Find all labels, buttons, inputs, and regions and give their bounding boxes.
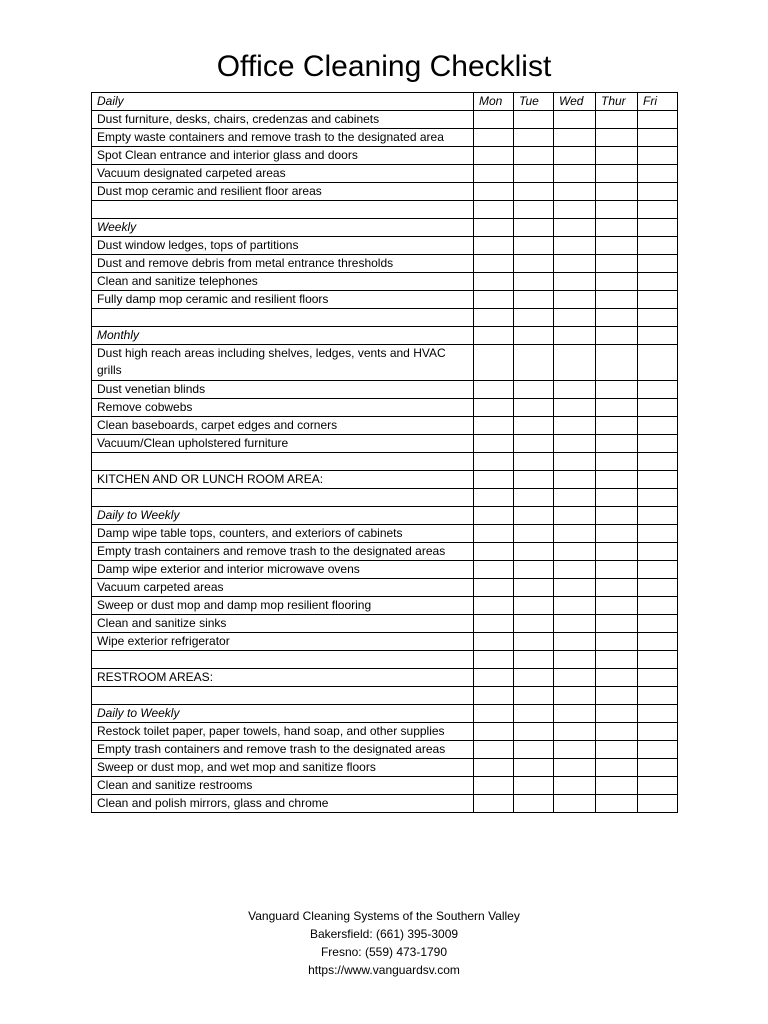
checkbox-cell-wed[interactable] [554, 741, 596, 759]
checkbox-cell-tue[interactable] [514, 147, 554, 165]
checkbox-cell-fri[interactable] [638, 273, 678, 291]
section-header-row [92, 93, 678, 111]
day-header-wed: Wed [554, 93, 596, 111]
blank-cell [92, 687, 474, 705]
checkbox-cell-mon[interactable] [474, 399, 514, 417]
checkbox-cell-fri [638, 453, 678, 471]
task-row [92, 237, 678, 255]
checkbox-cell-fri[interactable] [638, 615, 678, 633]
task-row [92, 273, 678, 291]
blank-cell [92, 453, 474, 471]
section-header-row [92, 219, 678, 237]
checkbox-cell-fri[interactable] [638, 579, 678, 597]
checkbox-cell-thur [596, 687, 638, 705]
task-label: Dust furniture, desks, chairs, credenzas and cabinets [92, 111, 474, 129]
checkbox-cell-thur[interactable] [596, 111, 638, 129]
section-label: Monthly [92, 327, 474, 345]
checkbox-cell-mon[interactable] [474, 291, 514, 309]
task-label: Dust window ledges, tops of partitions [92, 237, 474, 255]
checkbox-cell-fri[interactable] [638, 417, 678, 435]
checkbox-cell-tue[interactable] [514, 183, 554, 201]
section-header-row [92, 705, 678, 723]
checkbox-cell-wed [554, 705, 596, 723]
task-label: Sweep or dust mop and damp mop resilient flooring [92, 597, 474, 615]
task-row [92, 633, 678, 651]
checkbox-cell-thur [596, 471, 638, 489]
checkbox-cell-fri [638, 687, 678, 705]
checkbox-cell-mon [474, 327, 514, 345]
checkbox-cell-wed[interactable] [554, 291, 596, 309]
checkbox-cell-tue[interactable] [514, 345, 554, 381]
checkbox-cell-tue[interactable] [514, 417, 554, 435]
checkbox-cell-tue[interactable] [514, 399, 554, 417]
checkbox-cell-fri[interactable] [638, 741, 678, 759]
task-label: Dust venetian blinds [92, 381, 474, 399]
checkbox-cell-fri [638, 705, 678, 723]
task-label: Spot Clean entrance and interior glass and doors [92, 147, 474, 165]
blank-row [92, 651, 678, 669]
section-header-row [92, 507, 678, 525]
footer-company: Vanguard Cleaning Systems of the Southern Valley [248, 909, 520, 923]
checkbox-cell-fri[interactable] [638, 525, 678, 543]
checkbox-cell-mon[interactable] [474, 543, 514, 561]
task-row [92, 723, 678, 741]
section-label: Daily to Weekly [92, 705, 474, 723]
day-header-fri: Fri [638, 93, 678, 111]
checkbox-cell-wed [554, 219, 596, 237]
task-label: Empty waste containers and remove trash to the designated area [92, 129, 474, 147]
checkbox-cell-mon [474, 669, 514, 687]
task-label: Empty trash containers and remove trash to the designated areas [92, 741, 474, 759]
checkbox-cell-thur[interactable] [596, 723, 638, 741]
checkbox-cell-thur[interactable] [596, 399, 638, 417]
checkbox-cell-mon[interactable] [474, 579, 514, 597]
checkbox-cell-fri[interactable] [638, 381, 678, 399]
checkbox-cell-fri[interactable] [638, 183, 678, 201]
checkbox-cell-thur[interactable] [596, 759, 638, 777]
checkbox-cell-wed [554, 309, 596, 327]
checkbox-cell-thur[interactable] [596, 255, 638, 273]
checkbox-cell-tue[interactable] [514, 795, 554, 813]
checkbox-cell-wed [554, 489, 596, 507]
checkbox-cell-wed[interactable] [554, 417, 596, 435]
checkbox-cell-wed [554, 453, 596, 471]
area-header-row [92, 669, 678, 687]
checkbox-cell-tue[interactable] [514, 543, 554, 561]
checkbox-cell-fri [638, 489, 678, 507]
task-label: Clean and sanitize telephones [92, 273, 474, 291]
checkbox-cell-wed[interactable] [554, 183, 596, 201]
checkbox-cell-thur[interactable] [596, 129, 638, 147]
checkbox-cell-fri[interactable] [638, 291, 678, 309]
day-header-mon: Mon [474, 93, 514, 111]
checkbox-cell-mon[interactable] [474, 597, 514, 615]
section-label: Daily to Weekly [92, 507, 474, 525]
task-label: Vacuum/Clean upholstered furniture [92, 435, 474, 453]
checkbox-cell-fri[interactable] [638, 435, 678, 453]
checkbox-cell-wed[interactable] [554, 633, 596, 651]
task-label: Dust mop ceramic and resilient floor areas [92, 183, 474, 201]
checkbox-cell-mon[interactable] [474, 273, 514, 291]
checkbox-cell-thur[interactable] [596, 237, 638, 255]
checkbox-cell-mon [474, 453, 514, 471]
checkbox-cell-fri[interactable] [638, 345, 678, 381]
blank-row [92, 453, 678, 471]
checkbox-cell-tue[interactable] [514, 273, 554, 291]
task-row [92, 579, 678, 597]
checkbox-cell-fri[interactable] [638, 723, 678, 741]
checkbox-cell-fri[interactable] [638, 147, 678, 165]
blank-row [92, 687, 678, 705]
checkbox-cell-tue [514, 201, 554, 219]
checkbox-cell-fri [638, 201, 678, 219]
task-row [92, 597, 678, 615]
blank-cell [92, 489, 474, 507]
checkbox-cell-wed[interactable] [554, 255, 596, 273]
task-label: Clean baseboards, carpet edges and corners [92, 417, 474, 435]
checkbox-cell-mon[interactable] [474, 795, 514, 813]
checkbox-cell-thur[interactable] [596, 561, 638, 579]
checkbox-cell-wed [554, 651, 596, 669]
task-label: Clean and sanitize restrooms [92, 777, 474, 795]
checkbox-cell-tue[interactable] [514, 255, 554, 273]
checkbox-cell-tue [514, 489, 554, 507]
blank-cell [92, 651, 474, 669]
checkbox-cell-thur [596, 219, 638, 237]
checkbox-cell-fri[interactable] [638, 543, 678, 561]
task-label: Wipe exterior refrigerator [92, 633, 474, 651]
checkbox-cell-mon[interactable] [474, 255, 514, 273]
checkbox-cell-wed[interactable] [554, 795, 596, 813]
checkbox-cell-fri[interactable] [638, 111, 678, 129]
checkbox-cell-mon[interactable] [474, 345, 514, 381]
task-row [92, 795, 678, 813]
checkbox-cell-tue [514, 507, 554, 525]
task-row [92, 129, 678, 147]
checkbox-cell-tue [514, 309, 554, 327]
checkbox-cell-thur [596, 669, 638, 687]
checkbox-cell-mon[interactable] [474, 381, 514, 399]
checkbox-cell-fri [638, 507, 678, 525]
task-row [92, 759, 678, 777]
checkbox-cell-wed[interactable] [554, 111, 596, 129]
checkbox-cell-mon [474, 507, 514, 525]
task-row [92, 777, 678, 795]
task-label: Vacuum designated carpeted areas [92, 165, 474, 183]
checkbox-cell-tue [514, 687, 554, 705]
checkbox-cell-mon[interactable] [474, 435, 514, 453]
checkbox-cell-wed[interactable] [554, 399, 596, 417]
checkbox-cell-mon [474, 651, 514, 669]
area-label: KITCHEN AND OR LUNCH ROOM AREA: [92, 471, 474, 489]
blank-row [92, 201, 678, 219]
checkbox-cell-wed[interactable] [554, 273, 596, 291]
area-header-row [92, 471, 678, 489]
checkbox-cell-tue[interactable] [514, 237, 554, 255]
checkbox-cell-thur[interactable] [596, 525, 638, 543]
checkbox-cell-tue[interactable] [514, 525, 554, 543]
checkbox-cell-mon[interactable] [474, 129, 514, 147]
checkbox-cell-mon [474, 471, 514, 489]
task-row [92, 417, 678, 435]
checkbox-cell-fri[interactable] [638, 165, 678, 183]
checkbox-cell-thur [596, 309, 638, 327]
checkbox-cell-mon[interactable] [474, 741, 514, 759]
section-label: Daily [92, 93, 474, 111]
checkbox-cell-tue [514, 651, 554, 669]
task-row [92, 543, 678, 561]
checkbox-cell-wed[interactable] [554, 579, 596, 597]
checkbox-cell-fri [638, 669, 678, 687]
task-label: Fully damp mop ceramic and resilient floors [92, 291, 474, 309]
checkbox-cell-wed[interactable] [554, 777, 596, 795]
task-label: Dust high reach areas including shelves, ledges, vents and HVAC grills [92, 345, 474, 381]
task-row [92, 525, 678, 543]
checkbox-cell-wed[interactable] [554, 759, 596, 777]
checkbox-cell-wed[interactable] [554, 525, 596, 543]
checkbox-cell-mon [474, 309, 514, 327]
checkbox-cell-wed[interactable] [554, 129, 596, 147]
checkbox-cell-tue[interactable] [514, 777, 554, 795]
checkbox-cell-fri [638, 219, 678, 237]
checkbox-cell-tue[interactable] [514, 435, 554, 453]
checkbox-cell-tue[interactable] [514, 165, 554, 183]
task-label: Clean and sanitize sinks [92, 615, 474, 633]
footer-bakersfield-phone: Bakersfield: (661) 395-3009 [309, 927, 459, 941]
checkbox-cell-mon[interactable] [474, 723, 514, 741]
checkbox-cell-fri[interactable] [638, 399, 678, 417]
checkbox-cell-thur[interactable] [596, 291, 638, 309]
checkbox-cell-fri [638, 651, 678, 669]
checkbox-cell-thur[interactable] [596, 165, 638, 183]
task-label: Restock toilet paper, paper towels, hand soap, and other supplies [92, 723, 474, 741]
checkbox-cell-wed [554, 471, 596, 489]
area-label: RESTROOM AREAS: [92, 669, 474, 687]
footer-fresno-phone: Fresno: (559) 473-1790 [320, 945, 448, 959]
task-row [92, 345, 678, 381]
checkbox-cell-mon [474, 687, 514, 705]
checkbox-cell-thur [596, 507, 638, 525]
task-row [92, 399, 678, 417]
task-row [92, 615, 678, 633]
checkbox-cell-mon[interactable] [474, 615, 514, 633]
checkbox-cell-mon[interactable] [474, 777, 514, 795]
day-header-thur: Thur [596, 93, 638, 111]
task-row [92, 111, 678, 129]
checkbox-cell-mon [474, 219, 514, 237]
blank-cell [92, 201, 474, 219]
task-row [92, 561, 678, 579]
checkbox-cell-wed[interactable] [554, 165, 596, 183]
checkbox-cell-tue [514, 471, 554, 489]
checkbox-cell-mon [474, 705, 514, 723]
checkbox-cell-tue[interactable] [514, 741, 554, 759]
checkbox-cell-mon[interactable] [474, 417, 514, 435]
checkbox-cell-thur [596, 327, 638, 345]
task-label: Empty trash containers and remove trash to the designated areas [92, 543, 474, 561]
checkbox-cell-tue[interactable] [514, 381, 554, 399]
checkbox-cell-fri [638, 471, 678, 489]
task-row [92, 741, 678, 759]
task-label: Dust and remove debris from metal entrance thresholds [92, 255, 474, 273]
checkbox-cell-thur[interactable] [596, 147, 638, 165]
checkbox-cell-tue[interactable] [514, 597, 554, 615]
checkbox-cell-tue[interactable] [514, 579, 554, 597]
checkbox-cell-fri[interactable] [638, 597, 678, 615]
task-label: Sweep or dust mop, and wet mop and sanitize floors [92, 759, 474, 777]
checkbox-cell-tue [514, 219, 554, 237]
checkbox-cell-thur[interactable] [596, 795, 638, 813]
checkbox-cell-tue[interactable] [514, 129, 554, 147]
checkbox-cell-mon [474, 489, 514, 507]
checkbox-cell-tue[interactable] [514, 615, 554, 633]
checkbox-cell-wed[interactable] [554, 597, 596, 615]
checkbox-cell-tue [514, 327, 554, 345]
checkbox-cell-mon[interactable] [474, 147, 514, 165]
checkbox-cell-fri[interactable] [638, 795, 678, 813]
checkbox-cell-mon[interactable] [474, 165, 514, 183]
checkbox-cell-thur[interactable] [596, 777, 638, 795]
checkbox-cell-fri[interactable] [638, 777, 678, 795]
checkbox-cell-thur[interactable] [596, 615, 638, 633]
task-row [92, 165, 678, 183]
checkbox-cell-thur[interactable] [596, 633, 638, 651]
checkbox-cell-fri[interactable] [638, 129, 678, 147]
checkbox-cell-mon[interactable] [474, 561, 514, 579]
task-label: Vacuum carpeted areas [92, 579, 474, 597]
task-row [92, 381, 678, 399]
checkbox-cell-thur [596, 705, 638, 723]
blank-row [92, 489, 678, 507]
day-header-tue: Tue [514, 93, 554, 111]
checkbox-cell-thur[interactable] [596, 543, 638, 561]
checkbox-cell-tue[interactable] [514, 111, 554, 129]
task-row [92, 291, 678, 309]
checkbox-cell-wed[interactable] [554, 615, 596, 633]
checkbox-cell-wed [554, 327, 596, 345]
checkbox-cell-thur[interactable] [596, 417, 638, 435]
task-label: Remove cobwebs [92, 399, 474, 417]
checkbox-cell-thur[interactable] [596, 435, 638, 453]
section-label: Weekly [92, 219, 474, 237]
footer-website-link[interactable]: https://www.vanguardsv.com [308, 963, 460, 977]
checkbox-cell-mon[interactable] [474, 633, 514, 651]
checkbox-cell-mon[interactable] [474, 111, 514, 129]
checkbox-cell-thur[interactable] [596, 741, 638, 759]
checkbox-cell-wed [554, 669, 596, 687]
checkbox-cell-fri[interactable] [638, 759, 678, 777]
checkbox-cell-wed[interactable] [554, 543, 596, 561]
checkbox-cell-wed[interactable] [554, 723, 596, 741]
checkbox-cell-thur [596, 651, 638, 669]
checkbox-cell-tue[interactable] [514, 633, 554, 651]
checkbox-cell-wed[interactable] [554, 381, 596, 399]
task-label: Damp wipe table tops, counters, and exteriors of cabinets [92, 525, 474, 543]
checkbox-cell-thur[interactable] [596, 273, 638, 291]
checkbox-cell-tue [514, 669, 554, 687]
checkbox-cell-tue [514, 705, 554, 723]
checkbox-cell-mon[interactable] [474, 525, 514, 543]
checkbox-cell-wed[interactable] [554, 435, 596, 453]
task-row [92, 255, 678, 273]
checkbox-cell-wed [554, 687, 596, 705]
checkbox-cell-wed[interactable] [554, 237, 596, 255]
checkbox-cell-fri [638, 309, 678, 327]
task-row [92, 435, 678, 453]
task-row [92, 147, 678, 165]
checkbox-cell-thur [596, 201, 638, 219]
checkbox-cell-wed[interactable] [554, 147, 596, 165]
checkbox-cell-fri [638, 327, 678, 345]
task-label: Clean and polish mirrors, glass and chrome [92, 795, 474, 813]
checkbox-cell-fri[interactable] [638, 237, 678, 255]
cleaning-checklist-table [91, 92, 678, 813]
checkbox-cell-fri[interactable] [638, 561, 678, 579]
checkbox-cell-tue[interactable] [514, 291, 554, 309]
checkbox-cell-fri[interactable] [638, 633, 678, 651]
checkbox-cell-tue [514, 453, 554, 471]
checkbox-cell-mon[interactable] [474, 759, 514, 777]
task-row [92, 183, 678, 201]
checkbox-cell-fri[interactable] [638, 255, 678, 273]
checkbox-cell-wed[interactable] [554, 345, 596, 381]
checkbox-cell-wed [554, 201, 596, 219]
checkbox-cell-wed [554, 507, 596, 525]
checkbox-cell-thur [596, 489, 638, 507]
checkbox-cell-mon [474, 201, 514, 219]
checkbox-cell-thur[interactable] [596, 345, 638, 381]
checkbox-cell-thur [596, 453, 638, 471]
checkbox-cell-thur[interactable] [596, 597, 638, 615]
task-label: Damp wipe exterior and interior microwave ovens [92, 561, 474, 579]
checkbox-cell-wed[interactable] [554, 561, 596, 579]
checkbox-cell-thur[interactable] [596, 183, 638, 201]
page-title: Office Cleaning Checklist [216, 50, 552, 83]
blank-cell [92, 309, 474, 327]
checkbox-cell-tue[interactable] [514, 723, 554, 741]
section-header-row [92, 327, 678, 345]
checkbox-cell-thur[interactable] [596, 579, 638, 597]
checkbox-cell-mon[interactable] [474, 237, 514, 255]
checkbox-cell-tue[interactable] [514, 759, 554, 777]
footer-contact [0, 907, 768, 979]
checkbox-cell-thur[interactable] [596, 381, 638, 399]
blank-row [92, 309, 678, 327]
checkbox-cell-mon[interactable] [474, 183, 514, 201]
checkbox-cell-tue[interactable] [514, 561, 554, 579]
